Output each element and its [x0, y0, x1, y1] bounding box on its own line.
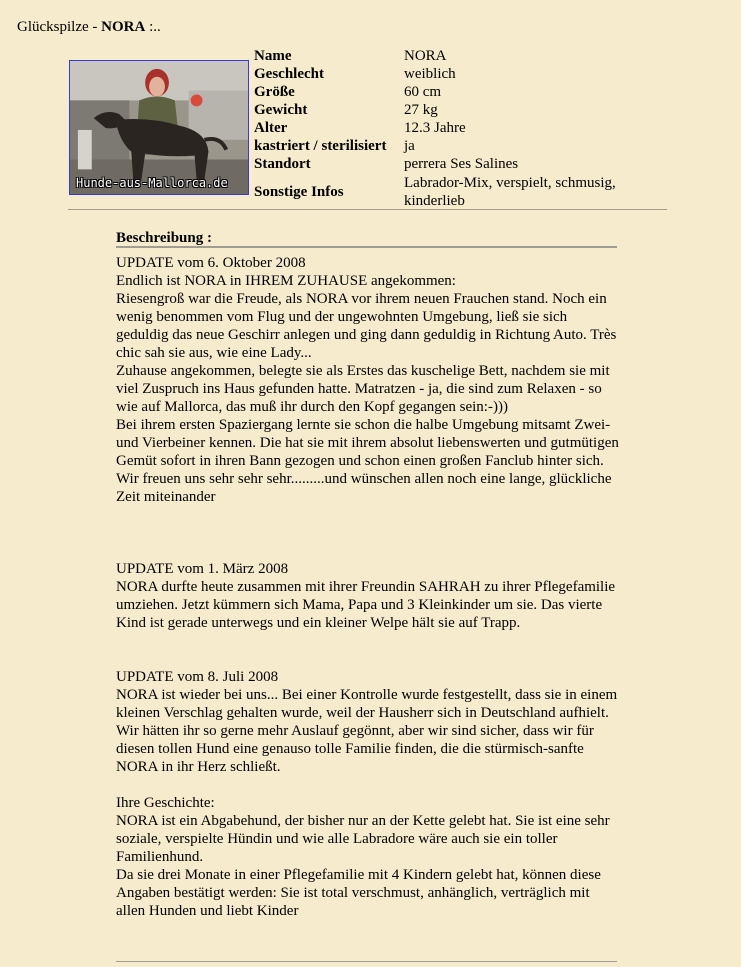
info-divider [68, 209, 667, 210]
bottom-divider [116, 961, 617, 962]
paragraph: Zuhause angekommen, belegte sie als Erstes das kuschelige Bett, nachdem sie mit viel Zuspruch ins Haus gefunden hatte. Matratzen - ja, die sind zum Relaxen - so wie auf Mallorca, das muß ihr durch den Kopf gegangen sein:-))) [116, 363, 610, 415]
info-row-other [254, 174, 644, 210]
paragraph: NORA durfte heute zusammen mit ihrer Freundin SAHRAH zu ihrer Pflegefamilie umziehen. Jetzt kümmern sich Mama, Papa und 3 Kleinkinder um sie. Das vierte Kind ist gerade unterwegs und ein kleiner Welpe hält sie auf Trapp. [116, 579, 616, 631]
info-row-gender [254, 65, 644, 83]
update-heading: UPDATE vom 8. Juli 2008 [116, 669, 279, 685]
dog-info-table [254, 47, 644, 210]
info-key: Größe [254, 84, 295, 100]
info-value: perrera Ses Salines [404, 156, 519, 172]
info-key: Alter [254, 120, 288, 136]
info-value: weiblich [404, 66, 456, 82]
info-key: kastriert / sterilisiert [254, 138, 387, 154]
dog-photo[interactable] [69, 60, 249, 195]
paragraph: Riesengroß war die Freude, als NORA vor ihrem neuen Frauchen stand. Noch ein wenig benommen vom Flug und der ungewohnten Umgebung, ließ sie sich geduldig das neue Geschirr anlegen und ging dann geduldig in Richtung Auto. Très chic sah sie aus, wie eine Lady... [116, 291, 617, 361]
header-prefix: Glückspilze - [17, 19, 102, 35]
spacer [116, 524, 621, 542]
description-divider [116, 246, 617, 248]
info-key: Name [254, 48, 292, 64]
spacer [116, 632, 621, 650]
spacer [116, 506, 621, 524]
info-key: Standort [254, 156, 311, 172]
info-value: Labrador-Mix, verspielt, schmusig, kinderlieb [404, 175, 616, 209]
paragraph: Bei ihrem ersten Spaziergang lernte sie schon die halbe Umgebung mitsamt Zwei-und Vierbeiner kennen. Die hat sie mit ihrem absolut liebenswerten und gutmütigen Gemüt sofort in ihren Bann gezogen und schon einen großen Fanclub hinter sich. Wir freuen uns sehr sehr sehr.........und wünschen allen noch eine lange, glückliche Zeit miteinander [116, 417, 619, 505]
paragraph: Endlich ist NORA in IHREM ZUHAUSE angekommen: [116, 273, 456, 289]
spacer [116, 650, 621, 668]
history-heading: Ihre Geschichte: [116, 795, 215, 811]
header-dog-name: NORA [101, 19, 146, 35]
info-key: Gewicht [254, 102, 308, 118]
info-row-size [254, 83, 644, 101]
description-content [116, 254, 621, 920]
info-row-location [254, 155, 644, 173]
header-suffix: :.. [145, 19, 161, 35]
spacer [116, 776, 621, 794]
spacer [116, 542, 621, 560]
info-key: Geschlecht [254, 66, 324, 82]
update-heading: UPDATE vom 6. Oktober 2008 [116, 255, 306, 271]
info-value: 12.3 Jahre [404, 120, 466, 136]
info-value: 60 cm [404, 84, 442, 100]
dog-photo-image [70, 61, 248, 194]
description-title: Beschreibung : [116, 230, 212, 246]
paragraph: Da sie drei Monate in einer Pflegefamilie mit 4 Kindern gelebt hat, können diese Angaben bestätigt werden: Sie ist total verschmust, anhänglich, verträglich mit allen Hunden und liebt Kinder [116, 867, 601, 919]
photo-watermark: Hunde-aus-Mallorca.de [76, 176, 228, 190]
info-value: NORA [404, 48, 447, 64]
page-header [17, 18, 161, 36]
info-row-name [254, 47, 644, 65]
info-key: Sonstige Infos [254, 184, 344, 200]
info-row-weight [254, 101, 644, 119]
info-value: ja [404, 138, 415, 154]
info-row-neutered [254, 137, 644, 155]
paragraph: NORA ist wieder bei uns... Bei einer Kontrolle wurde festgestellt, dass sie in einem kleinen Verschlag gehalten wurde, weil der Hausherr sich in Deutschland aufhielt. Wir hätten ihr so gerne mehr Auslauf gegönnt, aber wir sind sicher, dass wir für diesen tollen Hund eine genauso tolle Familie finden, die die stürmisch-sanfte NORA in ihr Herz schließt. [116, 687, 618, 775]
info-row-age [254, 119, 644, 137]
update-heading: UPDATE vom 1. März 2008 [116, 561, 289, 577]
paragraph: NORA ist ein Abgabehund, der bisher nur an der Kette gelebt hat. Sie ist eine sehr soziale, verspielte Hündin und wie alle Labradore wäre auch sie ein toller Familienhund. [116, 813, 610, 865]
info-value: 27 kg [404, 102, 438, 118]
